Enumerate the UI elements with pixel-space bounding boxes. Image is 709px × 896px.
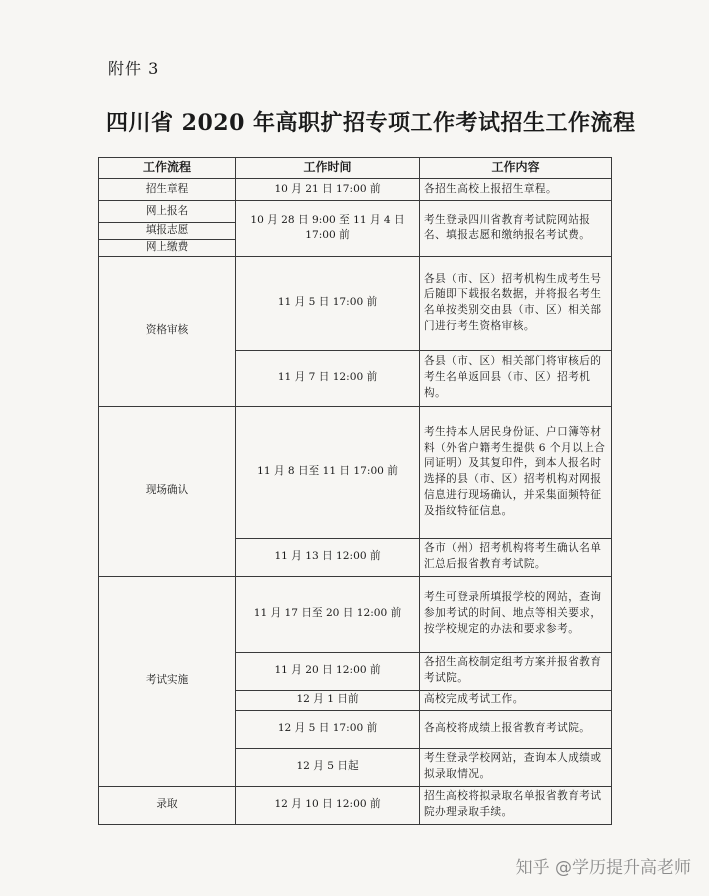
table-row [99,201,612,223]
content-cell: 各县（市、区）相关部门将审核后的考生名单返回县（市、区）招考机构。 [420,350,612,406]
time-cell: 11 月 7 日 12:00 前 [236,350,420,406]
time-cell: 10 月 28 日 9:00 至 11 月 4 日 17:00 前 [236,201,420,257]
time-cell: 12 月 10 日 12:00 前 [236,786,420,824]
workflow-table [98,157,612,825]
time-cell: 10 月 21 日 17:00 前 [236,179,420,201]
stage-cell: 考试实施 [99,576,236,786]
time-cell: 11 月 13 日 12:00 前 [236,538,420,576]
table-header-row [99,158,612,179]
page-title: 四川省 2020 年高职扩招专项工作考试招生工作流程 [106,110,636,136]
stage-cell: 招生章程 [99,179,236,201]
time-cell: 12 月 5 日起 [236,748,420,786]
zhihu-watermark: 知乎 @学历提升高老师 [515,858,691,878]
header-content: 工作内容 [420,158,612,179]
content-cell: 各县（市、区）招考机构生成考生号后随即下载报名数据，并将报名考生名单按类别交由县（市、区）相关部门进行考生资格审核。 [420,256,612,350]
stage-cell: 填报志愿 [99,223,236,240]
table-row [99,406,612,538]
stage-cell: 资格审核 [99,256,236,406]
time-cell: 11 月 5 日 17:00 前 [236,256,420,350]
time-cell: 11 月 8 日至 11 日 17:00 前 [236,406,420,538]
content-cell: 各招生高校上报招生章程。 [420,179,612,201]
header-stage: 工作流程 [99,158,236,179]
content-cell: 招生高校将拟录取名单报省教育考试院办理录取手续。 [420,786,612,824]
content-cell: 各招生高校制定组考方案并报省教育考试院。 [420,652,612,690]
content-cell: 高校完成考试工作。 [420,690,612,710]
table-row [99,576,612,652]
attachment-label: 附件 3 [108,59,160,78]
content-cell: 考生持本人居民身份证、户口簿等材料（外省户籍考生提供 6 个月以上合同证明）及其复印件，到本人报名时选择的县（市、区）招考机构对网报信息进行现场确认，并采集面频特征及指纹特征信息。 [420,406,612,538]
table-row [99,256,612,350]
stage-cell: 网上报名 [99,201,236,223]
time-cell: 12 月 1 日前 [236,690,420,710]
content-cell: 各高校将成绩上报省教育考试院。 [420,710,612,748]
time-cell: 12 月 5 日 17:00 前 [236,710,420,748]
table-row [99,786,612,824]
content-cell: 考生可登录所填报学校的网站，查询参加考试的时间、地点等相关要求，按学校规定的办法和要求参考。 [420,576,612,652]
content-cell: 考生登录四川省教育考试院网站报名、填报志愿和缴纳报名考试费。 [420,201,612,257]
header-time: 工作时间 [236,158,420,179]
stage-cell: 录取 [99,786,236,824]
table-row [99,179,612,201]
content-cell: 各市（州）招考机构将考生确认名单汇总后报省教育考试院。 [420,538,612,576]
stage-cell: 网上缴费 [99,239,236,256]
time-cell: 11 月 17 日至 20 日 12:00 前 [236,576,420,652]
time-cell: 11 月 20 日 12:00 前 [236,652,420,690]
stage-cell: 现场确认 [99,406,236,576]
content-cell: 考生登录学校网站，查询本人成绩或拟录取情况。 [420,748,612,786]
